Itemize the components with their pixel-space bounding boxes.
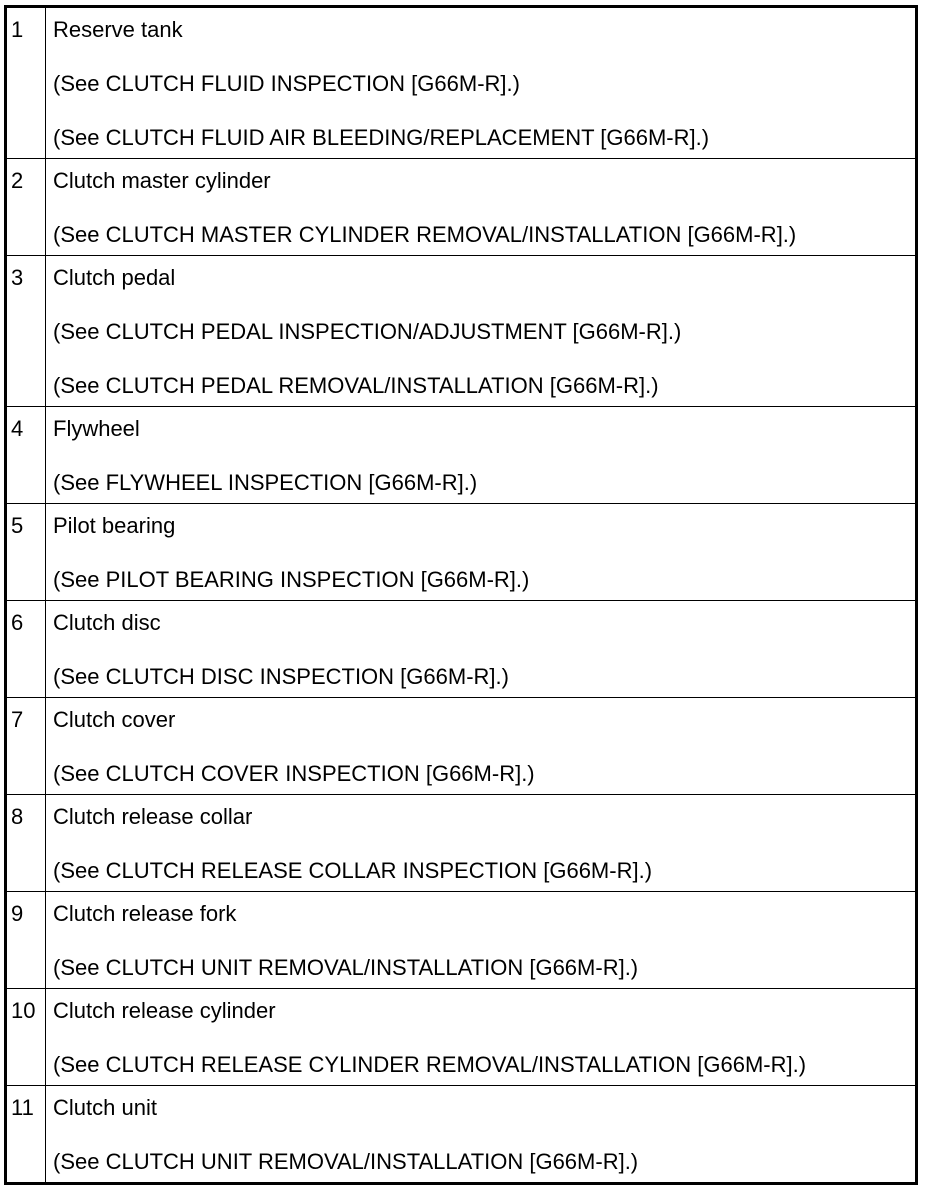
item-reference-link[interactable]: (See CLUTCH RELEASE COLLAR INSPECTION [G66M-R].): [53, 858, 653, 883]
item-content: [46, 1086, 915, 1182]
item-reference-link[interactable]: (See CLUTCH FLUID AIR BLEEDING/REPLACEMENT [G66M-R].): [53, 125, 710, 150]
item-reference-link[interactable]: (See CLUTCH UNIT REMOVAL/INSTALLATION [G66M-R].): [53, 955, 639, 980]
table-row: [7, 892, 915, 989]
item-title: Clutch release cylinder: [53, 998, 276, 1023]
item-number: 8: [7, 795, 46, 891]
table-row: [7, 698, 915, 795]
item-title: Flywheel: [53, 416, 140, 441]
item-reference-link[interactable]: (See FLYWHEEL INSPECTION [G66M-R].): [53, 470, 478, 495]
item-number: 4: [7, 407, 46, 503]
item-content: [46, 407, 915, 503]
item-content: [46, 892, 915, 988]
item-content: [46, 256, 915, 406]
item-title: Clutch pedal: [53, 265, 176, 290]
item-reference-link[interactable]: (See CLUTCH DISC INSPECTION [G66M-R].): [53, 664, 509, 689]
item-content: [46, 989, 915, 1085]
item-content: [46, 8, 915, 158]
item-content: [46, 159, 915, 255]
table-row: [7, 1086, 915, 1182]
item-content: [46, 698, 915, 794]
table-row: [7, 989, 915, 1086]
item-content: [46, 504, 915, 600]
item-reference-link[interactable]: (See CLUTCH FLUID INSPECTION [G66M-R].): [53, 71, 520, 96]
item-title: Pilot bearing: [53, 513, 176, 538]
table-row: [7, 256, 915, 407]
item-title: Clutch cover: [53, 707, 176, 732]
item-title: Clutch release collar: [53, 804, 253, 829]
item-number: 1: [7, 8, 46, 158]
table-row: [7, 407, 915, 504]
item-title: Clutch release fork: [53, 901, 237, 926]
item-content: [46, 795, 915, 891]
item-reference-link[interactable]: (See CLUTCH RELEASE CYLINDER REMOVAL/INSTALLATION [G66M-R].): [53, 1052, 807, 1077]
table-row: [7, 159, 915, 256]
table-row: [7, 795, 915, 892]
item-number: 11: [7, 1086, 46, 1182]
item-number: 3: [7, 256, 46, 406]
item-title: Clutch unit: [53, 1095, 157, 1120]
item-number: 5: [7, 504, 46, 600]
table-row: [7, 504, 915, 601]
table-row: [7, 601, 915, 698]
item-reference-link[interactable]: (See CLUTCH COVER INSPECTION [G66M-R].): [53, 761, 535, 786]
item-reference-link[interactable]: (See CLUTCH PEDAL INSPECTION/ADJUSTMENT [G66M-R].): [53, 319, 682, 344]
item-number: 6: [7, 601, 46, 697]
item-reference-link[interactable]: (See PILOT BEARING INSPECTION [G66M-R].): [53, 567, 530, 592]
item-reference-link[interactable]: (See CLUTCH MASTER CYLINDER REMOVAL/INSTALLATION [G66M-R].): [53, 222, 797, 247]
item-title: Reserve tank: [53, 17, 183, 42]
item-reference-link[interactable]: (See CLUTCH UNIT REMOVAL/INSTALLATION [G66M-R].): [53, 1149, 639, 1174]
item-reference-link[interactable]: (See CLUTCH PEDAL REMOVAL/INSTALLATION [G66M-R].): [53, 373, 659, 398]
item-number: 2: [7, 159, 46, 255]
item-title: Clutch master cylinder: [53, 168, 271, 193]
item-number: 10: [7, 989, 46, 1085]
parts-table: [4, 5, 918, 1185]
item-title: Clutch disc: [53, 610, 161, 635]
item-content: [46, 601, 915, 697]
item-number: 9: [7, 892, 46, 988]
item-number: 7: [7, 698, 46, 794]
table-row: [7, 8, 915, 159]
